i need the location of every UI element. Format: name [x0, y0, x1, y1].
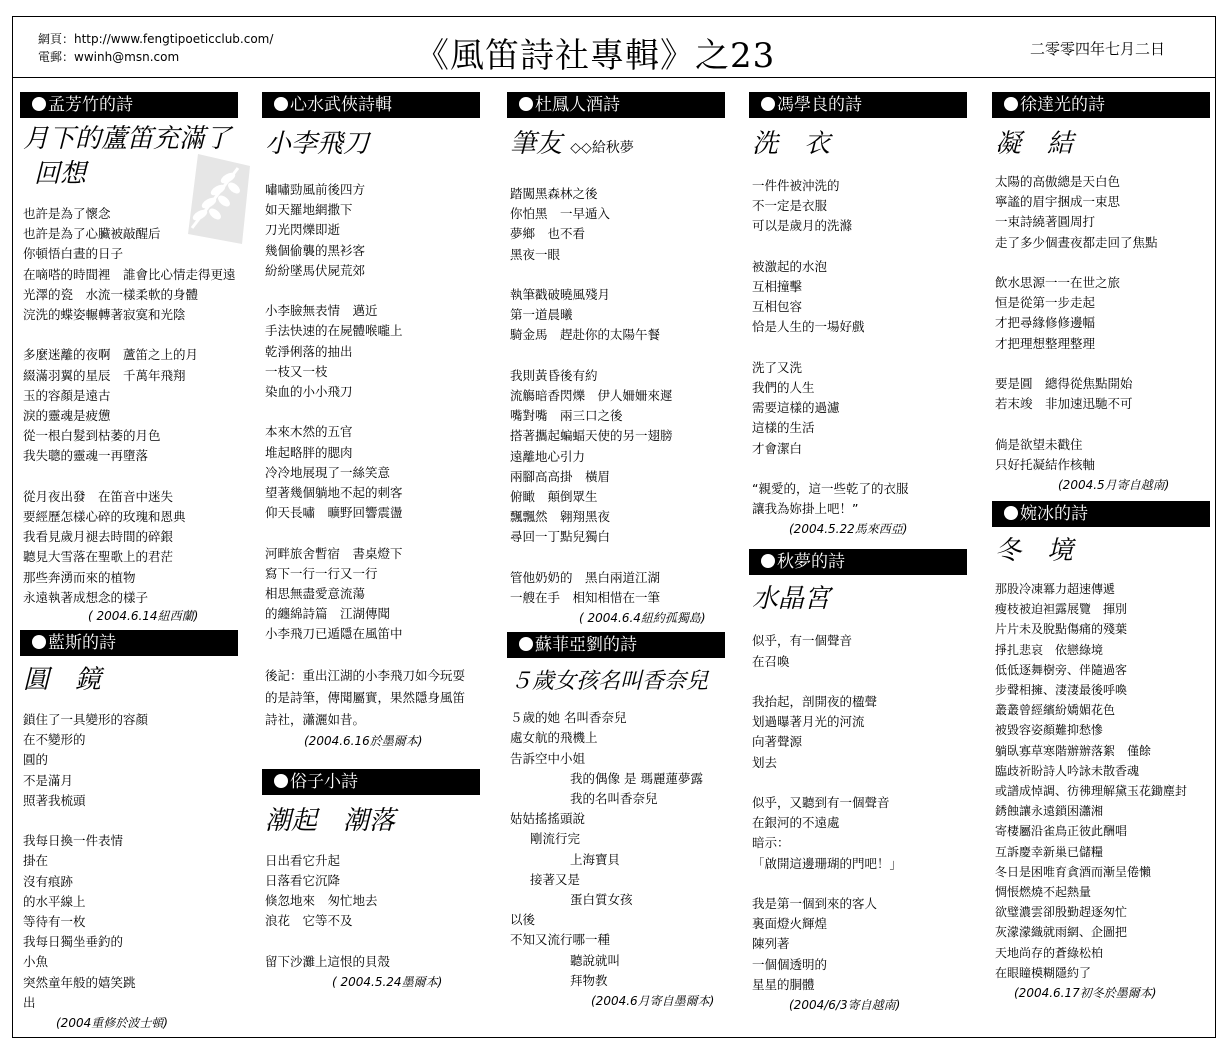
poem-title: 洗 衣 — [752, 129, 831, 159]
poem-line — [265, 281, 480, 301]
poet-heading: 心水武俠詩輯 — [262, 92, 480, 118]
poem-signature: (2004.5.22馬來西亞) — [789, 522, 908, 537]
poem-line: ５歲的她 名叫香奈兒 — [510, 710, 627, 726]
poem-line: 或譜成悼調、彷彿理解黛玉花鋤塵封 — [995, 784, 1188, 799]
poem-line: 聽說就叫 — [570, 952, 621, 968]
poem-line — [23, 467, 238, 487]
poem-line: 如天羅地網撒下 — [265, 202, 353, 218]
poem-line: 小李臉無表情 邁近 — [265, 303, 378, 319]
bullet-icon — [32, 97, 46, 111]
poem-line — [752, 874, 967, 894]
poem-signature: (2004.6.16於墨爾本) — [304, 733, 423, 748]
poem-line — [995, 253, 1210, 273]
poem-line: 掙扎悲哀 依戀綠境 — [995, 642, 1104, 657]
poem-line: 洗了又洗 — [752, 359, 803, 375]
poem-line: 暗示： — [752, 835, 790, 851]
poem-line: 管他奶奶的 黑白兩道江湖 — [510, 569, 661, 585]
poem-signature: (2004.6月寄自墨爾本) — [591, 994, 715, 1009]
poem-line: 從月夜出發 在笛音中迷失 — [23, 488, 174, 504]
poem-line: 需要這樣的過濾 — [752, 400, 840, 416]
poem-line: 划過曝著月光的河流 — [752, 714, 865, 730]
poet-heading: 杜鳳人酒詩 — [507, 92, 725, 118]
bullet-icon — [761, 554, 775, 568]
poem-line — [752, 672, 967, 692]
poem-line: 太陽的高傲總是天白色 — [995, 174, 1121, 189]
poem-line: 等待有一枚 — [23, 914, 86, 930]
poem-line: 灰濛濛織就雨網、企圖把 — [995, 925, 1128, 940]
poem-line: 低低逐舞樹旁、伴隨過客 — [995, 662, 1128, 677]
poem-line: 寫下一行一行又一行 — [265, 565, 378, 581]
poem-title: 圓 鏡 — [23, 665, 102, 696]
poet-heading: 婉冰的詩 — [992, 501, 1210, 527]
poem-line: 寧謐的眉宇捆成一束思 — [995, 194, 1121, 210]
column-3 — [507, 92, 725, 1011]
poem-body — [23, 204, 238, 608]
poem-line: 姑姑搖搖頭說 — [510, 811, 586, 827]
poem-line: 倏忽地來 匆忙地去 — [265, 893, 378, 909]
bullet-icon — [519, 637, 533, 651]
poem-line: 剛流行完 — [530, 831, 581, 847]
poet-heading: 蘇菲亞劉的詩 — [507, 632, 725, 658]
poem-line: 若末竣 非加速迅馳不可 — [995, 396, 1133, 412]
poem-line: 那股冷凍冪力超速傳遞 — [995, 582, 1116, 596]
column-1 — [20, 92, 238, 1033]
poem-line: 小魚 — [23, 954, 49, 970]
poem-line: 小李飛刀已遁隱在風笛中 — [265, 626, 403, 642]
poem-line: 那些奔湧而來的植物 — [23, 569, 136, 585]
poet-heading: 藍斯的詩 — [20, 630, 238, 656]
poem-line: 一艘在手 相知相惜在一筆 — [510, 590, 661, 606]
poem-line: 恰是人生的一場好戲 — [752, 319, 865, 335]
poem-line: 突然童年般的嬉笑跳 — [23, 974, 136, 990]
poem-line: 我失聰的靈魂一再墮落 — [23, 448, 149, 464]
bullet-icon — [1004, 97, 1018, 111]
poem-line: 夢鄉 也不看 — [510, 226, 586, 242]
poem-title: 凝 結 — [995, 129, 1074, 159]
poem-title: 潮起 潮落 — [265, 805, 396, 836]
poem-line: 要經歷怎樣心碎的玫瑰和恩典 — [23, 509, 186, 525]
poem-line — [265, 523, 480, 543]
poem-line: 出 — [23, 994, 36, 1010]
website-line[interactable]: 網頁：http://www.fengtipoeticclub.com/ — [38, 32, 274, 46]
poem-line: 讓我為妳掛上吧！” — [752, 501, 859, 517]
bullet-icon — [274, 97, 288, 111]
poem-line — [265, 402, 480, 422]
poem-line: 紛紛墜馬伏屍荒郊 — [265, 262, 366, 278]
poem-line: 堆起略胖的腮肉 — [265, 444, 353, 460]
column-5 — [992, 92, 1210, 1003]
poem-line: 尋回一丁點兒獨白 — [510, 529, 611, 545]
poem-line: 步聲相擁、淒淒最後呼喚 — [995, 683, 1128, 698]
poem-signature: (2004.6.17初冬於墨爾本) — [1014, 986, 1157, 1001]
poem-line: 在召喚 — [752, 653, 790, 669]
poem-line: 惆悵燃燒不起熱量 — [995, 885, 1092, 900]
poem-line: 似乎，有一個聲音 — [752, 633, 853, 649]
poem-line: 躺臥寡草寒階辦辦落絮 僅餘 — [995, 743, 1152, 758]
poem-body — [510, 184, 725, 608]
poem-line: 浪花 它等不及 — [265, 913, 353, 929]
column-2 — [262, 92, 480, 992]
poem-body — [265, 180, 480, 645]
poem-line: 也許是為了懷念 — [23, 206, 111, 221]
poem-dedication: ◇◇給秋夢 — [570, 140, 634, 156]
poem-line: 圓的 — [23, 752, 49, 768]
poem-line: 被激起的水泡 — [752, 258, 828, 274]
poem-line: 拜物教 — [570, 972, 608, 988]
poem-line: 我則黃昏後有約 — [510, 367, 598, 383]
poem-line: 叢叢曾經繽紛嬌媚花色 — [995, 703, 1116, 718]
poem-title: 月下的蘆笛充滿了 — [23, 124, 232, 154]
poet-heading: 馮學良的詩 — [749, 92, 967, 118]
poem-line: 日出看它升起 — [265, 852, 341, 868]
poem-body — [752, 176, 967, 519]
poem-line — [23, 811, 238, 831]
poem-line: 你頓悟白晝的日子 — [23, 246, 124, 262]
poem-line: 可以是歲月的洗滌 — [752, 218, 853, 234]
poem-line: 浣洗的蝶姿輾轉著寂寞和光陰 — [23, 307, 186, 323]
poem-line: 裏面燈火輝煌 — [752, 916, 828, 932]
poem-title: 筆友 ◇◇給秋夢 — [510, 129, 634, 159]
poem-signature: (2004/6/3寄自越南) — [789, 998, 901, 1013]
poem-title: 水晶宮 — [752, 584, 831, 615]
poem-line: 互訴慶幸新巢已儲糧 — [995, 844, 1104, 859]
poem-line: 天地尚存的蒼綠松柏 — [995, 945, 1104, 960]
poem-line: 從一根白髮到枯萎的月色 — [23, 428, 161, 444]
poem-signature: ( 2004.6.4紐約孤獨島) — [579, 611, 706, 626]
poem-line: 接著又是 — [530, 871, 581, 887]
poet-heading: 俗子小詩 — [262, 769, 480, 795]
poem-line: 一件件被沖洗的 — [752, 178, 840, 193]
poem-line: 沒有痕跡 — [23, 873, 74, 889]
poem-line — [995, 354, 1210, 374]
poem-line: 相思無盡愛意流蕩 — [265, 586, 366, 602]
poem-line: 在不變形的 — [23, 732, 86, 748]
poem-line: 你怕黑 一早遁入 — [510, 206, 611, 222]
poem-line: 只好托凝結作核軸 — [995, 456, 1096, 472]
poem-line: 才會潔白 — [752, 440, 803, 456]
poem-title: ５歲女孩名叫香奈兒 — [510, 669, 709, 695]
poem-line: 淚的靈魂是疲憊 — [23, 408, 111, 424]
poem-line: 留下沙灘上這恨的貝殼 — [265, 953, 391, 969]
poem-line: 蛋白質女孩 — [570, 892, 633, 908]
poem-line — [752, 237, 967, 257]
poem-line — [752, 338, 967, 358]
poem-line: 河畔旅舍暫宿 書桌燈下 — [265, 545, 403, 561]
poem-line: 流觴暗香閃爍 伊人姍姍來遲 — [510, 388, 673, 403]
poem-line: 我是第一個到來的客人 — [752, 896, 878, 911]
bullet-icon — [32, 635, 46, 649]
poem-line: 我們的人生 — [752, 380, 815, 395]
poem-line: 銹蝕讓永遠鎖困瀟湘 — [995, 804, 1104, 819]
poem-line: 黑夜一眼 — [510, 246, 561, 262]
poem-body — [995, 172, 1210, 475]
email-line[interactable]: 電郵：wwinh@msn.com — [38, 50, 180, 64]
poem-line: 在銀河的不遠處 — [752, 815, 840, 831]
poem-line: 踏闖黑森林之後 — [510, 186, 598, 201]
poem-line: 飄飄然 翱翔黑夜 — [510, 509, 611, 525]
poem-line: 手法快速的在屍體喉嚨上 — [265, 323, 403, 339]
poem-signature: (2004重修於波士頓) — [56, 1016, 168, 1031]
page-title: 《風笛詩社專輯》之23 — [415, 36, 776, 76]
poem-line: 被毀容姿顏難抑愁慘 — [995, 723, 1104, 738]
poem-line: 不一定是衣服 — [752, 198, 828, 214]
poem-line: 我的偶像 是 瑪麗蓮夢露 — [570, 770, 703, 786]
poem-line: 永遠執著成想念的樣子 — [23, 589, 149, 605]
poem-line: 瘦枝被迫袒露展覽 揮別 — [995, 602, 1128, 617]
poem-line: 玉的容顏是遠古 — [23, 387, 111, 403]
poem-line: 乾淨俐落的抽出 — [265, 343, 353, 359]
poem-line: 第一道晨曦 — [510, 307, 573, 323]
poem-line: 的纏綿詩篇 江湖傳聞 — [265, 606, 391, 622]
bullet-icon — [519, 97, 533, 111]
poem-line: 才把理想整理整理 — [995, 335, 1096, 351]
poem-line: 「啟開這邊珊瑚的門吧！」 — [752, 855, 903, 871]
poem-line: 染血的小小飛刀 — [265, 384, 353, 400]
poem-line: 飲水思源一一在世之旅 — [995, 275, 1121, 290]
poem-line — [510, 346, 725, 366]
poem-line: 執筆戳破曉風殘月 — [510, 287, 611, 302]
poem-line: 的水平線上 — [23, 893, 86, 909]
poem-body — [510, 708, 725, 991]
poem-line: 本來木然的五官 — [265, 424, 353, 440]
poem-line: 鎖住了一具變形的容顏 — [23, 712, 149, 728]
poem-line: 不知又流行哪一種 — [510, 932, 611, 948]
poem-line: 遠離地心引力 — [510, 448, 586, 464]
poem-line: 一個個透明的 — [752, 956, 828, 972]
poem-line: 寄棲屬沿雀鳥正彼此酬唱 — [995, 824, 1128, 839]
poem-line: 我看見歲月褪去時間的碎銀 — [23, 529, 174, 545]
poem-signature: ( 2004.6.14紐西蘭) — [88, 609, 199, 624]
poem-line: 俯瞰 顛倒眾生 — [510, 489, 598, 505]
poem-line: 綴滿羽翼的星辰 千萬年飛翔 — [23, 367, 186, 383]
poem-line — [23, 325, 238, 345]
poem-line: 聽見大雪落在聖歌上的君茫 — [23, 549, 174, 565]
poem-line — [995, 414, 1210, 434]
poem-body — [265, 851, 480, 972]
poem-line: 走了多少個晝夜都走回了焦點 — [995, 234, 1158, 250]
poem-line: 幾個偷襲的黑衫客 — [265, 242, 366, 258]
poem-line: 一束詩繞著圓周打 — [995, 214, 1096, 230]
poem-line: 要是圓 總得從焦點開始 — [995, 376, 1133, 391]
poem-title: 冬 境 — [995, 536, 1074, 566]
poem-line: 不是滿月 — [23, 772, 74, 788]
poem-line: 兩腳高高掛 橫眉 — [510, 468, 611, 484]
column-4 — [749, 92, 967, 1015]
poem-line: 向著聲源 — [752, 734, 803, 750]
poem-line: 在眼瞳模糊隱約了 — [995, 965, 1092, 980]
poem-line: 一枝又一枝 — [265, 363, 328, 379]
poem-line: 片片未及脫點傷痛的殘葉 — [995, 622, 1128, 637]
poem-line: 嘴對嘴 兩三口之後 — [510, 408, 623, 424]
poem-title: 小李飛刀 — [265, 129, 370, 159]
poem-line: 搭著攜起蝙蝠天使的另一翅膀 — [510, 428, 673, 444]
poem-line: 星星的胴體 — [752, 976, 815, 992]
poem-line: 在嘀嗒的時間裡 誰會比心情走得更遠 — [23, 266, 236, 282]
poem-line: 欲璧濃雲卻殷勤趕逐匆忙 — [995, 905, 1128, 920]
poem-line: 才把尋緣修修邊幅 — [995, 315, 1096, 331]
contact-info — [38, 30, 273, 66]
poet-heading: 孟芳竹的詩 — [20, 92, 238, 118]
bullet-icon — [274, 774, 288, 788]
poem-line — [510, 265, 725, 285]
poem-line: 我每日換一件表情 — [23, 833, 124, 849]
bullet-icon — [761, 97, 775, 111]
poem-line: 以後 — [510, 912, 536, 928]
poem-body — [752, 631, 967, 995]
poem-afterword: 後記：重出江湖的小李飛刀如今玩耍的是詩筆，傳聞屬實，果然隱身風笛詩社，瀟灑如昔。 — [265, 667, 466, 727]
poem-line: 告訴空中小姐 — [510, 750, 586, 766]
poem-line — [752, 773, 967, 793]
poem-line: 倘是欲望未戳住 — [995, 436, 1083, 452]
poem-body — [23, 710, 238, 1013]
poem-line: 我每日獨坐垂釣的 — [23, 934, 124, 950]
poem-signature: (2004.5月寄自越南) — [1058, 478, 1170, 492]
leaf-icon — [180, 154, 250, 244]
poem-line: 臨歧祈盼詩人吟詠未散香魂 — [995, 763, 1140, 778]
poem-line: 恒是從第一步走起 — [995, 295, 1096, 311]
poem-line: 我的名叫香奈兒 — [570, 791, 658, 807]
poem-line: 似乎，又聽到有一個聲音 — [752, 795, 890, 810]
poem-line: 也許是為了心臟被敲醒后 — [23, 226, 161, 242]
poem-line: 互相包容 — [752, 299, 803, 315]
poem-line: 互相撞擊 — [752, 279, 803, 294]
poem-line: 冷冷地展現了一絲笑意 — [265, 464, 391, 480]
poem-line: 掛在 — [23, 853, 49, 869]
poem-line: “親愛的，這一些乾了的衣服 — [752, 481, 909, 496]
poem-line — [265, 932, 480, 952]
poem-line: 多麼迷離的夜啊 蘆笛之上的月 — [23, 347, 199, 363]
bullet-icon — [1004, 506, 1018, 520]
poem-line: 望著幾個躺地不起的刺客 — [265, 485, 403, 501]
issue-date: 二零零四年七月二日 — [1030, 40, 1166, 58]
poem-line: 仰天長嘯 曠野回響震盪 — [265, 505, 403, 521]
poem-line: 嘯嘯勁風前後四方 — [265, 182, 366, 197]
poem-line: 划去 — [752, 754, 778, 770]
poem-line: 騎金馬 趕赴你的太陽午餐 — [510, 327, 661, 343]
poem-line: 上海寶貝 — [570, 851, 621, 867]
poem-line: 陳列著 — [752, 936, 790, 952]
poem-title-line2: 回想 — [34, 159, 87, 189]
poem-line: 光澤的瓷 水流一樣柔軟的身體 — [23, 286, 199, 302]
poem-line: 這樣的生活 — [752, 420, 815, 436]
poem-line: 日落看它沉降 — [265, 873, 341, 889]
poem-line: 刀光閃爍即逝 — [265, 222, 341, 238]
poet-heading: 徐達光的詩 — [992, 92, 1210, 118]
poem-body — [995, 579, 1210, 983]
poem-line: 處女航的飛機上 — [510, 730, 598, 746]
poem-signature: ( 2004.5.24墨爾本) — [332, 975, 443, 990]
poem-line: 我抬起，剖開夜的楹聲 — [752, 694, 878, 709]
poet-heading: 秋夢的詩 — [749, 549, 967, 575]
poem-line: 冬日是困唯育貪酒而漸呈倦懶 — [995, 864, 1152, 879]
poem-line — [752, 459, 967, 479]
poem-line — [510, 548, 725, 568]
poem-line: 照著我梳頭 — [23, 792, 86, 808]
